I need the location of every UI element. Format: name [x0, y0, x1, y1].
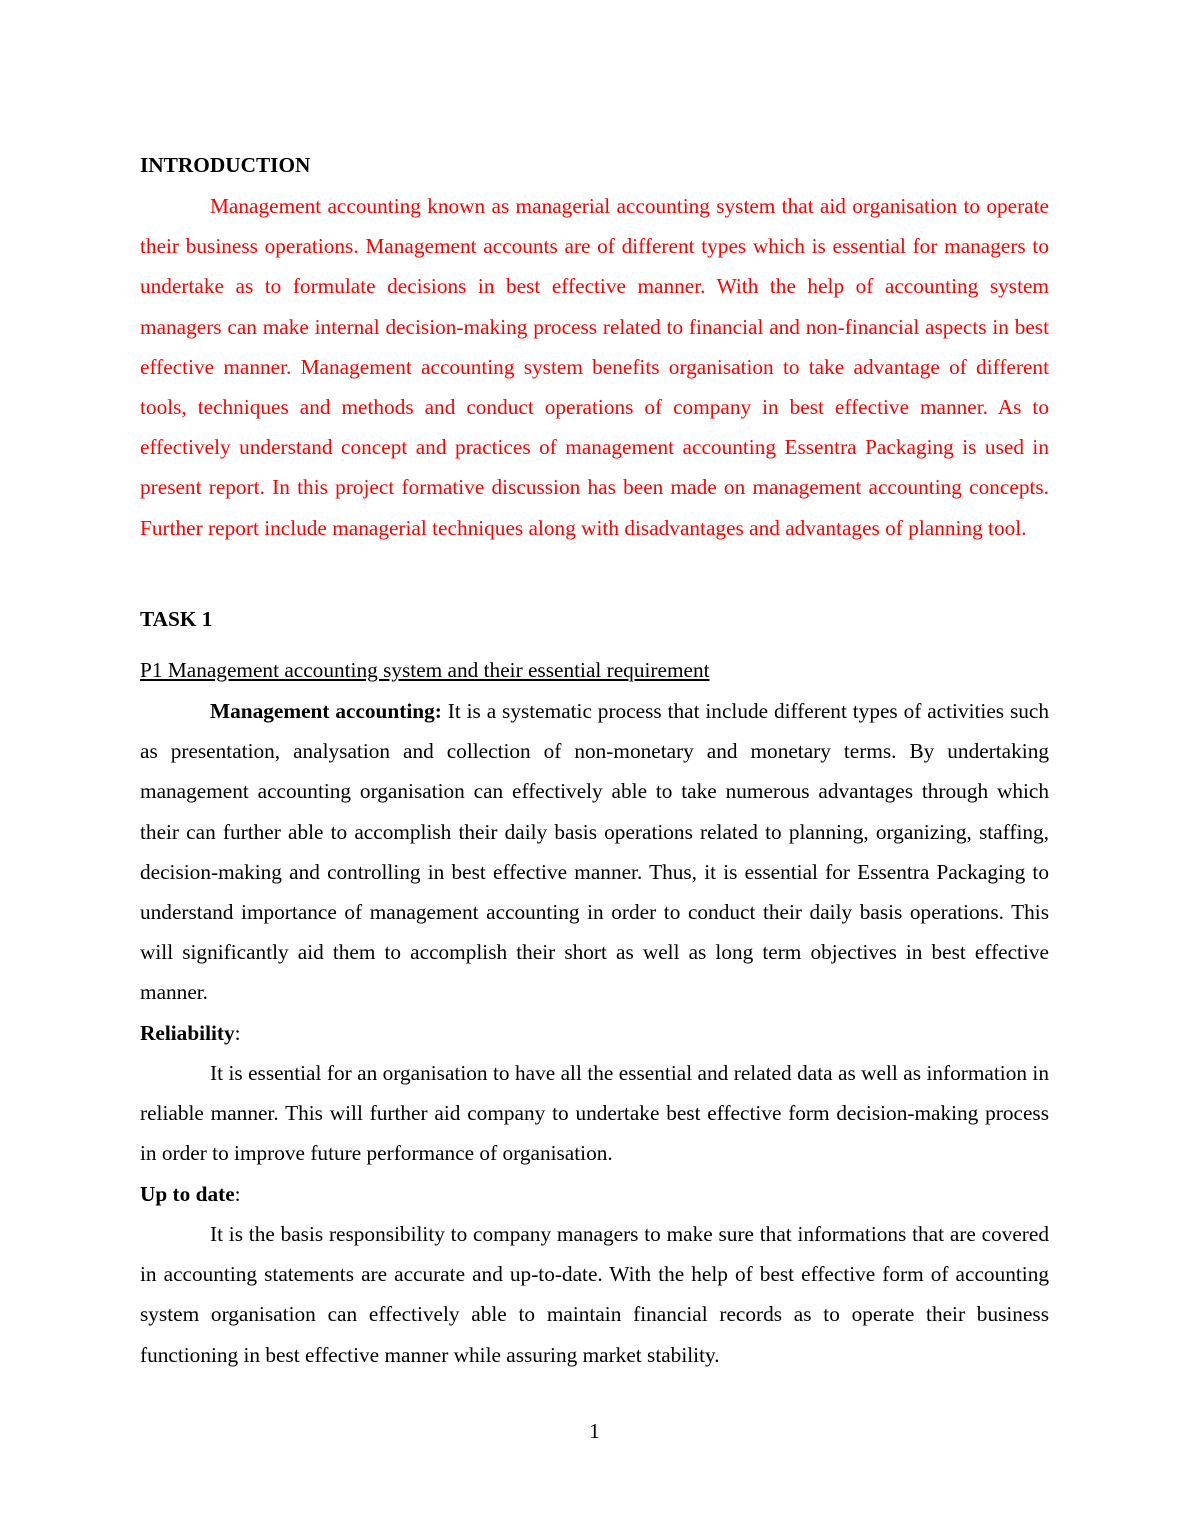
- page-number: 1: [589, 1419, 600, 1443]
- management-accounting-text: It is a systematic process that include different types of activities such as presentation, analysation and collection of non-monetary and monetary terms. By undertaking management accounting organisation can effectively able to take numerous advantages through which their can further able to accomplish their daily basis operations related to planning, organizing, staffing, decision-making and controlling in best effective manner. Thus, it is essential for Essentra Packaging to understand importance of management accounting in order to conduct their daily basis operations. This will significantly aid them to accomplish their short as well as long term objectives in best effective manner.: [140, 699, 1050, 1005]
- section-subheading: P1 Management accounting system and their essential requirement: [140, 658, 710, 682]
- management-accounting-term: Management accounting:: [210, 699, 442, 723]
- reliability-paragraph: It is essential for an organisation to have all the essential and related data as well as information in reliable manner. This will further aid company to undertake best effective form decision-making process in order to improve future performance of organisation.: [140, 1061, 1049, 1166]
- up-to-date-term: Up to date: [140, 1182, 235, 1206]
- reliability-term: Reliability: [140, 1021, 235, 1045]
- task-heading: TASK 1: [140, 607, 213, 631]
- management-accounting-paragraph: [140, 691, 1049, 1013]
- up-to-date-paragraph: It is the basis responsibility to company managers to make sure that informations that are covered in accounting statements are accurate and up-to-date. With the help of best effective form of accounting system organisation can effectively able to maintain financial records as to operate their business functioning in best effective manner while assuring market stability.: [140, 1222, 1049, 1367]
- up-to-date-colon: :: [234, 1182, 241, 1206]
- reliability-label: [140, 1020, 241, 1046]
- up-to-date-label: [140, 1181, 241, 1207]
- introduction-heading: INTRODUCTION: [140, 153, 311, 177]
- document-page: [140, 0, 1049, 1540]
- reliability-colon: :: [234, 1021, 241, 1045]
- introduction-paragraph: Management accounting known as managerial accounting system that aid organisation to operate their business operations. Management accounts are of different types which is essential for managers to undertake as to formulate decisions in best effective manner. With the help of accounting system managers can make internal decision-making process related to financial and non-financial aspects in best effective manner. Management accounting system benefits organisation to take advantage of different tools, techniques and methods and conduct operations of company in best effective manner. As to effectively understand concept and practices of management accounting Essentra Packaging is used in present report. In this project formative discussion has been made on management accounting concepts. Further report include managerial techniques along with disadvantages and advantages of planning tool.: [140, 194, 1049, 540]
